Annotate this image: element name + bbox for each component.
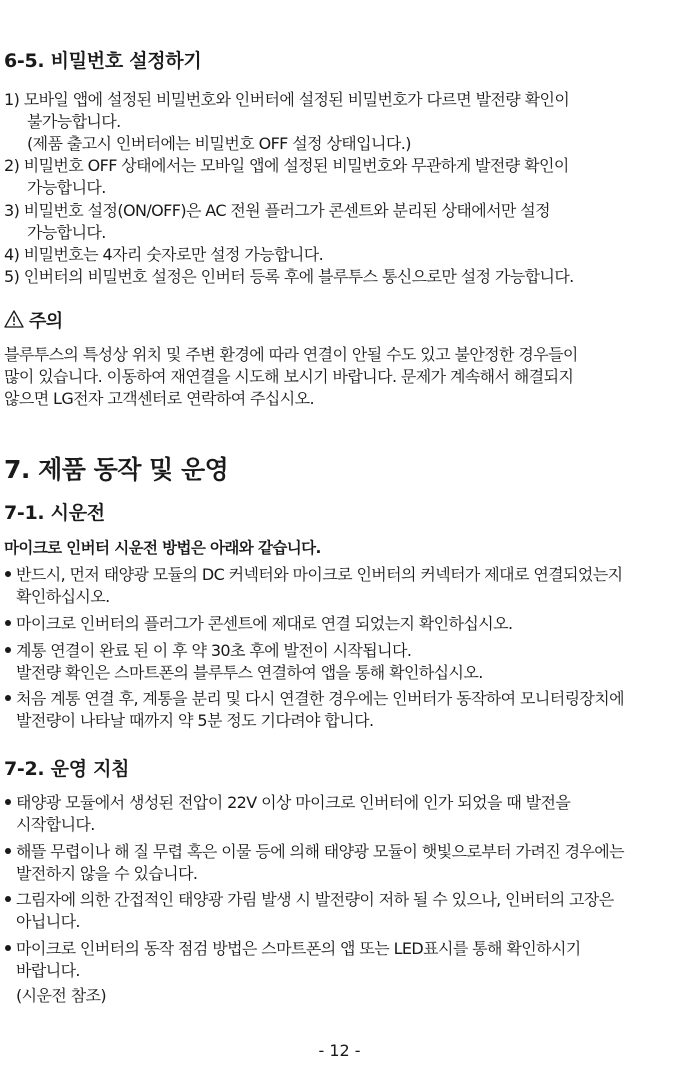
caution-line-3: 않으면 LG전자 고객센터로 연락하여 주십시오.	[4, 389, 314, 408]
bullet-7-2-3-line-1: 그림자에 의한 간접적인 태양광 가림 발생 시 발전량이 저하 될 수 있으나, 인버터의 고장은	[16, 890, 614, 909]
bullet-dot	[5, 945, 11, 951]
bullet-7-2-2-line-2: 발전하지 않을 수 있습니다.	[16, 864, 198, 883]
bullet-dot	[5, 571, 11, 577]
bullet-dot	[5, 799, 11, 805]
list-item-2-line-2: 가능합니다.	[27, 178, 106, 197]
bullet-7-2-4-line-2: 바랍니다.	[16, 961, 80, 980]
section-7-2-heading: 7-2. 운영 지침	[4, 758, 130, 780]
bullet-7-1-2: 마이크로 인버터의 플러그가 콘센트에 제대로 연결 되었는지 확인하십시오.	[16, 614, 513, 633]
bullet-7-2-4-line-1: 마이크로 인버터의 동작 점검 방법은 스마트폰의 앱 또는 LED표시를 통해 확인하시기	[16, 939, 581, 958]
bullet-dot	[5, 695, 11, 701]
bullet-dot	[5, 620, 11, 626]
list-item-2-line-1: 2) 비밀번호 OFF 상태에서는 모바일 앱에 설정된 비밀번호와 무관하게 발전량 확인이	[4, 156, 569, 175]
caution-line-2: 많이 있습니다. 이동하여 재연결을 시도해 보시기 바랍니다. 문제가 계속해서 해결되지	[4, 367, 574, 386]
page-number: - 12 -	[318, 1041, 361, 1060]
list-item-1-line-2: 불가능합니다.	[27, 112, 121, 131]
bullet-7-2-1-line-1: 태양광 모듈에서 생성된 전압이 22V 이상 마이크로 인버터에 인가 되었을 때 발전을	[16, 793, 571, 812]
list-item-3-line-2: 가능합니다.	[27, 223, 106, 242]
bullet-7-2-4-line-3: (시운전 참조)	[16, 986, 107, 1005]
bullet-dot	[5, 647, 11, 653]
warning-triangle-icon	[4, 309, 24, 329]
list-item-4: 4) 비밀번호는 4자리 숫자로만 설정 가능합니다.	[4, 245, 324, 264]
list-item-3-line-1: 3) 비밀번호 설정(ON/OFF)은 AC 전원 플러그가 콘센트와 분리된 상태에서만 설정	[4, 201, 550, 220]
bullet-7-1-4-line-1: 처음 계통 연결 후, 계통을 분리 및 다시 연결한 경우에는 인버터가 동작하여 모니터링장치에	[16, 689, 624, 708]
bullet-7-2-3-line-2: 아닙니다.	[16, 912, 80, 931]
list-item-1-line-1: 1) 모바일 앱에 설정된 비밀번호와 인버터에 설정된 비밀번호가 다르면 발전량 확인이	[4, 90, 570, 109]
bullet-dot	[5, 896, 11, 902]
bullet-7-2-2-line-1: 해뜰 무렵이나 해 질 무렵 혹은 이물 등에 의해 태양광 모듈이 햇빛으로부터 가려진 경우에는	[16, 842, 624, 861]
bullet-7-1-3-line-1: 계통 연결이 완료 된 이 후 약 30초 후에 발전이 시작됩니다.	[16, 641, 412, 660]
chapter-7-heading: 7. 제품 동작 및 운영	[4, 455, 229, 484]
caution-line-1: 블루투스의 특성상 위치 및 주변 환경에 따라 연결이 안될 수도 있고 불안정한 경우들이	[4, 345, 578, 364]
section-7-1-heading: 7-1. 시운전	[4, 502, 105, 524]
caution-heading: 주의	[29, 311, 63, 332]
bullet-7-1-1-line-1: 반드시, 먼저 태양광 모듈의 DC 커넥터와 마이크로 인버터의 커넥터가 제대로 연결되었는지	[16, 565, 623, 584]
section-7-1-intro: 마이크로 인버터 시운전 방법은 아래와 같습니다.	[4, 539, 321, 557]
list-item-5: 5) 인버터의 비밀번호 설정은 인버터 등록 후에 블루투스 통신으로만 설정 가능합니다.	[4, 267, 574, 286]
bullet-7-1-3-line-2: 발전량 확인은 스마트폰의 블루투스 연결하여 앱을 통해 확인하십시오.	[16, 663, 483, 682]
bullet-7-1-1-line-2: 확인하십시오.	[16, 587, 110, 606]
section-6-5-heading: 6-5. 비밀번호 설정하기	[4, 50, 202, 72]
bullet-7-2-1-line-2: 시작합니다.	[16, 815, 95, 834]
bullet-7-1-4-line-2: 발전량이 나타날 때까지 약 5분 정도 기다려야 합니다.	[16, 711, 374, 730]
list-item-1-line-3: (제품 출고시 인버터에는 비밀번호 OFF 설정 상태입니다.)	[27, 134, 411, 153]
bullet-dot	[5, 848, 11, 854]
